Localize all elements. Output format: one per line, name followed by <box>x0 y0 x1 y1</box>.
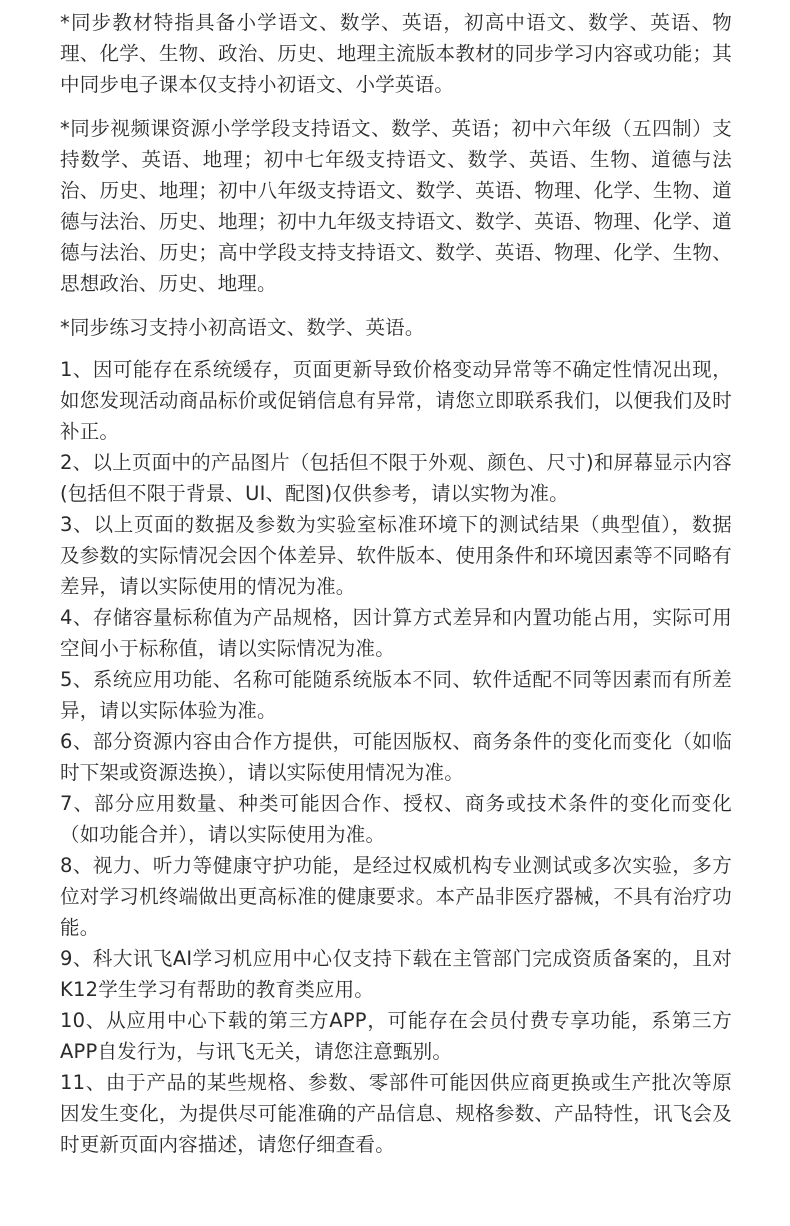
term-item: 9、科大讯飞AI学习机应用中心仅支持下载在主管部门完成资质备案的，且对K12学生学习有帮助的教育类应用。 <box>60 947 732 1001</box>
term-item: 6、部分资源内容由合作方提供，可能因版权、商务条件的变化而变化（如临时下架或资源迭换），请以实际使用情况为准。 <box>60 730 732 784</box>
terms-list <box>60 354 732 1160</box>
term-item: 3、以上页面的数据及参数为实验室标准环境下的测试结果（典型值），数据及参数的实际情况会因个体差异、软件版本、使用条件和环境因素等不同略有差异，请以实际使用的情况为准。 <box>60 513 732 598</box>
term-item: 7、部分应用数量、种类可能因合作、授权、商务或技术条件的变化而变化（如功能合并），请以实际使用为准。 <box>60 792 732 846</box>
term-item: 5、系统应用功能、名称可能随系统版本不同、软件适配不同等因素而有所差异，请以实际体验为准。 <box>60 668 732 722</box>
footnotes-section <box>60 7 732 343</box>
term-item: 1、因可能存在系统缓存，页面更新导致价格变动异常等不确定性情况出现，如您发现活动商品标价或促销信息有异常，请您立即联系我们，以便我们及时补正。 <box>60 358 732 443</box>
term-item: 4、存储容量标称值为产品规格，因计算方式差异和内置功能占用，实际可用空间小于标称值，请以实际情况为准。 <box>60 606 732 660</box>
term-item: 2、以上页面中的产品图片（包括但不限于外观、颜色、尺寸)和屏幕显示内容(包括但不限于背景、UI、配图)仅供参考，请以实物为准。 <box>60 451 732 505</box>
footnote-sync-video: *同步视频课资源小学学段支持语文、数学、英语；初中六年级（五四制）支持数学、英语、地理；初中七年级支持语文、数学、英语、生物、道德与法治、历史、地理；初中八年级支持语文、数学、英语、物理、化学、生物、道德与法治、历史、地理；初中九年级支持语文、数学、英语、物理、化学、道德与法治、历史；高中学段支持支持语文、数学、英语、物理、化学、生物、思想政治、历史、地理。 <box>60 117 732 295</box>
term-item: 10、从应用中心下载的第三方APP，可能存在会员付费专享功能，系第三方APP自发行为，与讯飞无关，请您注意甄别。 <box>60 1009 732 1063</box>
term-item: 8、视力、听力等健康守护功能，是经过权威机构专业测试或多次实验，多方位对学习机终端做出更高标准的健康要求。本产品非医疗器械，不具有治疗功能。 <box>60 854 732 939</box>
footnote-sync-textbook: *同步教材特指具备小学语文、数学、英语，初高中语文、数学、英语、物理、化学、生物、政治、历史、地理主流版本教材的同步学习内容或功能；其中同步电子课本仅支持小初语文、小学英语。 <box>60 11 732 96</box>
footnote-sync-practice: *同步练习支持小初高语文、数学、英语。 <box>60 316 425 339</box>
term-item: 11、由于产品的某些规格、参数、零部件可能因供应商更换或生产批次等原因发生变化，为提供尽可能准确的产品信息、规格参数、产品特性，讯飞会及时更新页面内容描述，请您仔细查看。 <box>60 1071 732 1156</box>
